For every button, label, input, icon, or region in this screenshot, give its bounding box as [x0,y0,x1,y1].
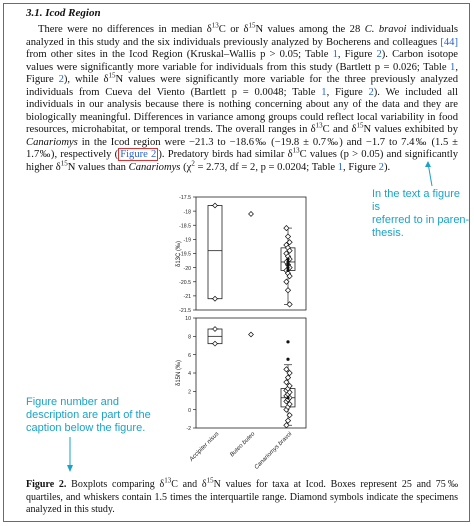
superscript: 15 [60,159,68,168]
text-run: from other sites in the Icod Region (Kruskal–Wallis p > 0.05; Table [26,49,333,61]
text-run: = 2.73, df = 2, p = 0.0204; Table [194,162,338,174]
text-run: C values (p > 0.05) and significantly higher δ [26,149,458,174]
previous-specimen-point [286,396,289,399]
specimen-diamond [213,296,218,301]
text-run: ). We included all individuals in our analysis because there is nothing concerning about any of the data and they are biologically meaningful. Differences in variance among groups could reflect local variability in food resources, microhabitat, or temporal trends. The overall ranges in δ [26,86,459,136]
caption-annotation [26,396,176,435]
y-tick-label: 6 [188,352,191,359]
superscript: 2 [191,159,195,168]
annotation-line: description are part of the [26,409,151,421]
superscript: 13 [211,21,219,30]
text-run: ). Carbon isotope values were significantly more variable for individuals from this study (Bartlett p = 0.026; Table [26,49,458,73]
annotation-line: thesis. [372,227,404,239]
text-run: There were no differences in median δ [38,24,212,35]
y-tick-label: -20 [183,265,191,272]
y-tick-label: -19 [183,237,191,244]
text-run: Canariomys [128,162,181,174]
y-tick-label: -21 [183,294,191,301]
text-run: C or δ [218,24,249,35]
text-run: ). Predatory birds had similar δ [158,149,293,161]
text-run: N values exhibited by [363,124,458,136]
superscript: 15 [356,121,364,130]
text-run: C and δ [171,479,207,490]
specimen-diamond [249,332,254,337]
superscript: 13 [164,476,172,485]
box [208,205,222,298]
y-axis-label: δ15N (‰) [176,359,182,387]
y-tick-label: -19.5 [179,251,191,258]
figure-caption [26,476,459,517]
text-run: , Figure [26,61,458,86]
text-run: C. bravoi [364,24,407,35]
citation-link[interactable]: 1 [332,49,338,61]
annotation-line: Figure number and [26,396,119,408]
citation-link[interactable]: [44] [440,36,458,48]
x-category-label: Canariomys bravoi [253,431,294,471]
y-tick-label: -20.5 [179,279,191,286]
y-tick-label: 4 [188,371,191,378]
y-tick-label: 10 [185,316,191,323]
text-run: , Figure [326,86,369,98]
text-run: , Figure [337,49,377,61]
y-tick-label: 0 [188,407,191,414]
text-run: N values among the 28 [255,24,365,35]
caption-body [26,476,459,516]
text-run: individuals analyzed in this study and the six individuals previously analyzed by Bocherens and colleagues [26,24,459,48]
previous-specimen-point [286,263,289,266]
citation-link[interactable]: 2 [368,86,374,98]
caption-label: Figure 2. [26,479,67,490]
superscript: 15 [206,476,214,485]
text-run: Canariomys [26,136,78,148]
y-tick-label: -18.5 [179,223,191,230]
superscript: 15 [108,71,116,80]
y-tick-label: -18 [183,209,191,216]
text-run: C and δ [322,124,357,136]
annotation-line: caption below the figure. [26,422,146,434]
superscript: 13 [292,146,300,155]
text-run: N values than [67,162,129,174]
y-tick-label: 2 [188,389,191,396]
text-run: , Figure [343,162,379,174]
previous-specimen-point [286,258,289,261]
text-run: ). [383,162,391,174]
superscript: 15 [248,21,256,30]
citation-link[interactable]: 2 [378,162,384,174]
text-run: N values were significantly more variable for the three previously analyzed individuals from Cueva del Viento (Bartlett p = 0.0048; Table [26,74,458,98]
citation-link[interactable]: 2 [376,49,382,61]
annotation-line: In the text a figure is [372,188,461,213]
text-run: Boxplots comparing δ [66,479,165,490]
x-category-label: Accipiter nisus [188,431,221,463]
study-specimen-diamond [285,234,290,239]
citation-link[interactable]: 1 [321,86,327,98]
previous-specimen-point [286,269,289,272]
previous-specimen-point [286,266,289,269]
specimen-diamond [213,203,218,208]
x-category-label: Buteo buteo [229,431,257,459]
y-axis-label: δ13C (‰) [176,240,182,268]
y-tick-label: 8 [188,334,191,341]
previous-specimen-point [286,260,289,263]
y-tick-label: -2 [186,426,191,433]
citation-link[interactable]: Figure 2 [120,149,157,161]
text-run: N values for taxa at Icod. Boxes represent 25 and 75‰ quartiles, and whiskers contain 1.5 times the interquartile range. Diamond symbols indicate the specimens analyzed in this study. [26,479,459,516]
specimen-diamond [213,341,218,346]
specimen-diamond [213,327,218,332]
previous-specimen-point [286,340,289,343]
citation-link[interactable]: 1 [450,61,456,73]
figure-reference-annotation [372,188,470,240]
superscript: 13 [315,121,323,130]
specimen-diamond [249,212,254,217]
arrow-head-icon [425,161,431,167]
text-run: in the Icod region were −21.3 to −18.6‰ (−19.8 ± 0.7‰) and −1.7 to 7.4‰ (1.5 ± 1.7‰), respectively ( [26,136,458,161]
citation-link[interactable]: 1 [337,162,344,174]
previous-specimen-point [286,358,289,361]
y-tick-label: -17.5 [179,195,191,202]
annotation-line: referred to in paren- [372,214,470,226]
text-run: ), while δ [63,74,109,86]
citation-link[interactable]: 2 [58,74,64,86]
arrow-head-icon [67,465,73,472]
section-heading: 3.1. Icod Region [26,7,101,19]
y-tick-label: -21.5 [179,308,191,315]
study-specimen-diamond [285,288,290,293]
text-run: (χ [180,162,192,174]
